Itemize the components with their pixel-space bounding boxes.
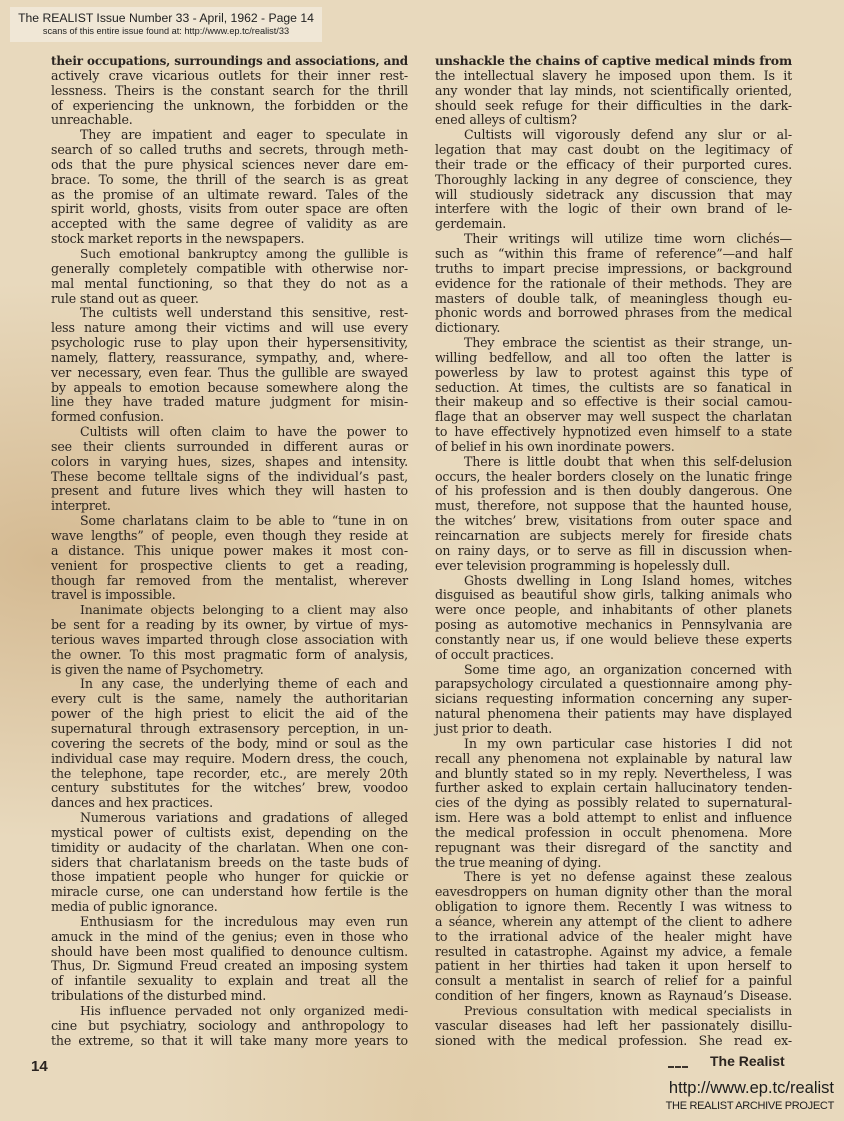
archive-url-link[interactable]: http://www.ep.tc/realist	[668, 1079, 834, 1097]
text-line: ism. Here was a bold attempt to enlist and influence	[435, 810, 792, 826]
text-line: sicians requesting information concerning any super-	[435, 691, 792, 707]
text-line: eavesdroppers on human dignity other than the moral	[435, 884, 792, 900]
text-line: vascular diseases had left her passionately disillu-	[435, 1017, 792, 1033]
text-line: mystical power of cultists exist, depending on the	[51, 824, 408, 840]
text-line: Some time ago, an organization concerned with	[464, 661, 792, 677]
text-line: a distance. This unique power makes it most con-	[51, 542, 408, 558]
text-line: to have effectively hypnotized even himself to a state	[435, 424, 792, 440]
text-line: condition of her fingers, known as Raynaud’s Disease.	[435, 988, 792, 1004]
text-line: of his profession and is then doubly dangerous. One	[435, 483, 792, 499]
text-line: were once people, and inhabitants of other planets	[435, 602, 792, 618]
text-line: unshackle the chains of captive medical minds from	[435, 53, 792, 68]
text-line: interpret.	[51, 498, 111, 514]
text-line: should seek refuge for their difficulties in the dark-	[435, 97, 792, 113]
text-line: be sent for a reading by its owner, by virtue of mys-	[51, 617, 408, 633]
text-line: Their writings will utilize time worn clichés—	[464, 231, 792, 247]
text-line: less nature among their victims and will use every	[51, 320, 408, 336]
text-line: Numerous variations and gradations of alleged	[80, 810, 408, 826]
text-line: their trade or the efficacy of their purported cures.	[435, 156, 792, 172]
text-line: should have been most qualified to denounce cultism.	[51, 943, 408, 959]
text-line: such as “within this frame of reference”—and half	[435, 245, 792, 261]
text-line: masters of double talk, of meaningless though eu-	[435, 290, 792, 306]
text-line: His influence pervaded not only organized medi-	[80, 1003, 408, 1018]
page-number: 14	[31, 1058, 48, 1075]
text-line: cies of the dying as possibly related to supernatural-	[435, 795, 792, 811]
text-line: rule stand out as queer.	[51, 290, 199, 306]
text-line: the true meaning of dying.	[435, 854, 602, 870]
text-line: those impatient people who hunger for quickie or	[51, 869, 408, 885]
text-line: search of so called truths and secrets, through meth-	[51, 142, 408, 158]
text-line: constantly near us, if one would believe these experts	[435, 631, 792, 647]
text-line: spirit world, ghosts, visits from outer space are often	[51, 201, 408, 217]
text-line: and bluntly stated so in my reply. Nevertheless, I was	[435, 765, 792, 781]
text-line: psychologic ruse to play upon their hypersensitivity,	[51, 335, 408, 351]
text-line: their makeup and so effective is their social camou-	[435, 394, 792, 410]
text-line: terious waves imparted through close association with	[51, 631, 408, 647]
scan-header	[10, 7, 322, 42]
text-line: sioned with the medical profession. She read ex-	[435, 1032, 792, 1048]
text-line: further asked to explain certain hallucinatory tenden-	[435, 780, 792, 796]
text-line: Previous consultation with medical specialists in	[464, 1003, 792, 1018]
text-line: mal mental functioning, so that they do not as a	[51, 275, 408, 291]
text-line: just prior to death.	[435, 720, 553, 736]
text-line: evidence for the rationale of their methods. They are	[435, 275, 792, 291]
text-line: miracle curse, one can understand how fertile is the	[51, 884, 408, 900]
text-line: of occult practices.	[435, 646, 554, 662]
text-line: ever television programming is hopelessly dull.	[435, 557, 731, 573]
text-line: generally completely compatible with otherwise nor-	[51, 260, 408, 276]
text-line: phonic words and borrowed phrases from the medical	[435, 305, 792, 321]
text-line: Thoroughly lacking in any degree of conscience, they	[435, 171, 792, 187]
text-line: the telephone, tape recorder, etc., are merely 20th	[51, 765, 408, 781]
text-line: colors in varying hues, sizes, shapes and intensity.	[51, 453, 408, 469]
text-line: as the promise of an ultimate reward. Tales of the	[51, 186, 408, 202]
text-line: disguised as beautiful show girls, talking animals who	[435, 587, 792, 603]
text-line: will studiously sidetrack any discussion that may	[435, 186, 792, 202]
text-line: ver necessary, even fear. Thus the gullible are swayed	[51, 364, 408, 380]
text-line: of experiencing the unknown, the forbidden or the	[51, 97, 408, 113]
text-line: stock market reports in the newspapers.	[51, 231, 305, 247]
text-line: supernatural through extrasensory perception, in un-	[51, 720, 408, 736]
text-line: is given the name of Psychometry.	[51, 661, 264, 677]
text-line: legation that may cast doubt on the legitimacy of	[435, 142, 792, 158]
text-line: natural phenomena their patients may have displayed	[435, 706, 792, 722]
text-line: repugnant was their disregard of the sanctity and	[435, 839, 792, 855]
text-line: flage that an observer may well suspect the charlatan	[435, 409, 792, 425]
text-line: There is little doubt that when this self-delusion	[464, 453, 792, 469]
publication-name: The Realist	[710, 1053, 785, 1069]
text-line: There is yet no defense against these zealous	[464, 869, 792, 885]
text-line: siders that charlatanism breeds on the taste buds of	[51, 854, 408, 870]
text-line: Inanimate objects belonging to a client may also	[80, 602, 408, 618]
right-column	[435, 54, 792, 1049]
text-line: interfere with the logic of their own brand of le-	[435, 201, 792, 217]
archive-project-label: THE REALIST ARCHIVE PROJECT	[665, 1100, 834, 1112]
text-line: willing bedfellow, and all too often the latter is	[435, 349, 792, 365]
text-line: line they have traded mature judgment for misin-	[51, 394, 408, 410]
text-line: tribulations of the disturbed mind.	[51, 988, 267, 1004]
text-line: of belief in his own inordinate powers.	[435, 438, 675, 454]
text-line: timidity or audacity of the charlatan. When one con-	[51, 839, 408, 855]
text-line: truths to impart precise impressions, or background	[435, 260, 792, 276]
text-line: century substitutes for the witches’ brew, voodoo	[51, 780, 408, 796]
text-line: patient in her thirties had taken it upon herself to	[435, 958, 792, 974]
text-line: though far removed from the mentalist, wherever	[51, 572, 408, 588]
text-line: formed confusion.	[51, 409, 164, 425]
text-line: media of public ignorance.	[51, 899, 218, 915]
text-line: actively crave vicarious outlets for their inner rest-	[51, 67, 408, 83]
text-line: ods that the pure physical sciences never dare em-	[51, 156, 408, 172]
text-line: the extreme, so that it will take many more years to	[51, 1032, 408, 1048]
text-line: unreachable.	[51, 112, 133, 128]
text-line: by appeals to emotion because somewhere along the	[51, 379, 408, 395]
text-line: present and future lives which they will hasten to	[51, 483, 408, 499]
text-line: the intellectual slavery he imposed upon them. Is it	[435, 67, 792, 83]
text-line: ened alleys of cultism?	[435, 112, 577, 128]
text-line: recall any phenomena not explainable by natural law	[435, 750, 792, 766]
text-line: occurs, the healer borders closely on the lunatic fringe	[435, 468, 792, 484]
text-line: accepted with the same degree of validity as are	[51, 216, 408, 232]
text-line: parapsychology circulated a questionnaire among phy-	[435, 676, 792, 692]
text-line: the owner. To this most pragmatic form of analysis,	[51, 646, 408, 662]
text-line: posing as automotive mechanics in Pennsylvania are	[435, 617, 792, 633]
text-line: powerless by law to protest against this type of	[435, 364, 792, 380]
scan-source-note: scans of this entire issue found at: http://www.ep.tc/realist/33	[42, 26, 290, 36]
text-line: seduction. At times, the cultists are so fanatical in	[435, 379, 792, 395]
text-line: dances and hex practices.	[51, 795, 213, 811]
text-line: In my own particular case histories I did not	[464, 735, 792, 751]
text-line: travel is impossible.	[51, 587, 176, 603]
text-line: individual case may require. Modern dress, the couch,	[51, 750, 408, 766]
text-line: cine but psychiatry, sociology and anthropology to	[51, 1017, 408, 1033]
text-line: They embrace the scientist as their strange, un-	[464, 335, 792, 351]
text-line: obligation to ignore them. Recently I was witness to	[435, 899, 792, 915]
text-line: namely, flattery, reassurance, sympathy, and, where-	[51, 349, 408, 365]
text-line: to the irrational advice of the healer might have	[435, 928, 792, 944]
text-line: Cultists will often claim to have the power to	[80, 424, 408, 440]
text-line: dictionary.	[435, 320, 501, 336]
text-line: on rainy days, or to serve as fill in discussion when-	[435, 542, 792, 558]
text-line: consult a mentalist in search of relief for a painful	[435, 973, 792, 989]
text-line: covering the secrets of the body, mind or soul as the	[51, 735, 408, 751]
text-line: gerdemain.	[435, 216, 507, 232]
text-line: must, therefore, not suppose that the haunted house,	[435, 498, 792, 514]
text-line: These become telltale signs of the individual’s past,	[51, 468, 408, 484]
text-line: Ghosts dwelling in Long Island homes, witches	[464, 572, 792, 588]
issue-title: The REALIST Issue Number 33 - April, 1962 - Page 14	[18, 11, 314, 25]
text-line: the medical profession in occult phenomena. More	[435, 824, 792, 840]
text-line: lessness. Theirs is the constant search for the thrill	[51, 82, 408, 98]
footer-rule	[668, 1066, 688, 1068]
text-line: the witches’ brew, visitations from outer space and	[435, 513, 792, 529]
text-line: Such emotional bankruptcy among the gullible is	[80, 246, 408, 261]
text-line: of infantile sexuality to explain and treat all the	[51, 973, 408, 989]
text-line: Cultists will vigorously defend any slur or al-	[464, 127, 792, 143]
text-line: any wonder that lay minds, not scientifically oriented,	[435, 82, 792, 98]
text-line: Thus, Dr. Sigmund Freud created an imposing system	[51, 958, 408, 974]
text-line: wave lengths” of people, even though they reside at	[51, 528, 408, 543]
text-line: reincarnation are subjects merely for fireside chats	[435, 528, 792, 543]
text-line: power of the high priest to elicit the aid of the	[51, 706, 408, 722]
text-line: brace. To some, the thrill of the search is as great	[51, 171, 408, 187]
text-line: every cult is the same, namely the authoritarian	[51, 691, 408, 707]
text-line: a séance, wherein any attempt of the client to adhere	[435, 913, 792, 929]
text-line: resulted in catastrophe. Against my advice, a female	[435, 943, 792, 959]
text-line: Some charlatans claim to be able to “tune in on	[80, 513, 408, 529]
text-line: Enthusiasm for the incredulous may even run	[80, 913, 408, 929]
text-line: The cultists well understand this sensitive, rest-	[80, 305, 408, 321]
text-line: In any case, the underlying theme of each and	[80, 676, 408, 692]
text-line: venient for prospective clients to get a reading,	[51, 557, 408, 573]
left-column	[51, 54, 408, 1049]
text-line: amuck in the mind of the genius; even in those who	[51, 928, 408, 944]
text-line: see their clients surrounded in different auras or	[51, 438, 408, 454]
text-line: their occupations, surroundings and associations, and	[51, 54, 408, 68]
text-line: They are impatient and eager to speculate in	[80, 127, 408, 143]
